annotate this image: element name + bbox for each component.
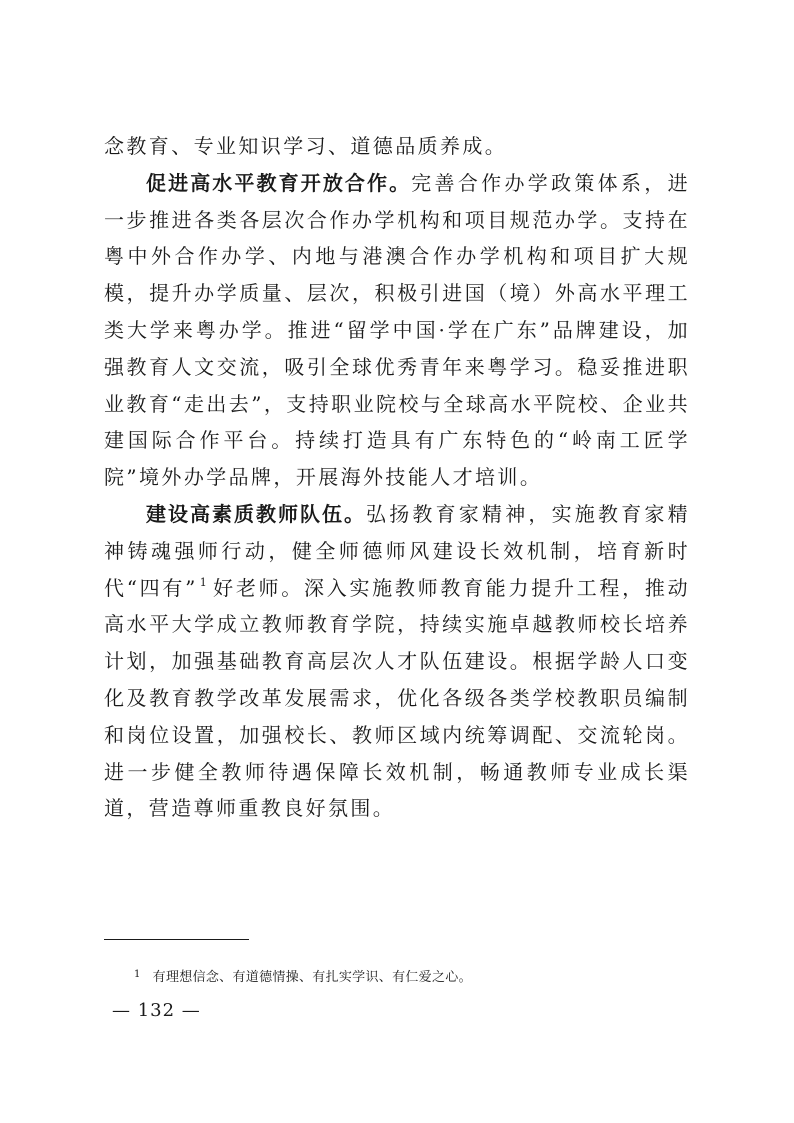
paragraph-body-open-cooperation: 完善合作办学政策体系，进一步推进各类各层次合作办学机构和项目规范办学。支持在粤中外合作办学、内地与港澳合作办学机构和项目扩大规模，提升办学质量、层次，积极引进国（境）外高水平理工类大学来粤办学。推进“留学中国·学在广东”品牌建设，加强教育人文交流，吸引全球优秀青年来粤学习。稳妥推进职业教育“走出去”，支持职业院校与全球高水平院校、企业共建国际合作平台。持续打造具有广东特色的“岭南工匠学院”境外办学品牌，开展海外技能人才培训。 [104,170,690,490]
footnote-mark: 1 [134,969,141,980]
page-number: — 132 — [112,1000,201,1021]
footnote [134,966,472,985]
section-heading-teacher-team: 建设高素质教师队伍。 [146,501,366,526]
paragraph-continued: 念教育、专业知识学习、道德品质养成。 [104,134,508,158]
paragraph-teacher-team [104,496,690,827]
footnote-text: 有理想信念、有道德情操、有扎实学识、有仁爱之心。 [152,970,472,985]
footnote-reference[interactable]: 1 [199,575,207,589]
footnote-separator [104,939,249,940]
document-page [104,0,690,1123]
paragraph-body-teacher-team-part2: 好老师。深入实施教师教育能力提升工程，推动高水平大学成立教师教育学院，持续实施卓越教师校长培养计划，加强基础教育高层次人才队伍建设。根据学龄人口变化及教育教学改革发展需求，优化各级各类学校教职员编制和岗位设置，加强校长、教师区域内统筹调配、交流轮岗。进一步健全教师待遇保障长效机制，畅通教师专业成长渠道，营造尊师重教良好氛围。 [104,575,691,821]
paragraph-body-teacher-team-part1: 弘扬教育家精神，实施教育家精神铸魂强师行动，健全师德师风建设长效机制，培育新时代“四有” [104,501,690,600]
paragraph-open-cooperation [104,165,690,496]
section-heading-open-cooperation: 促进高水平教育开放合作。 [146,170,412,195]
body-text [104,128,690,827]
